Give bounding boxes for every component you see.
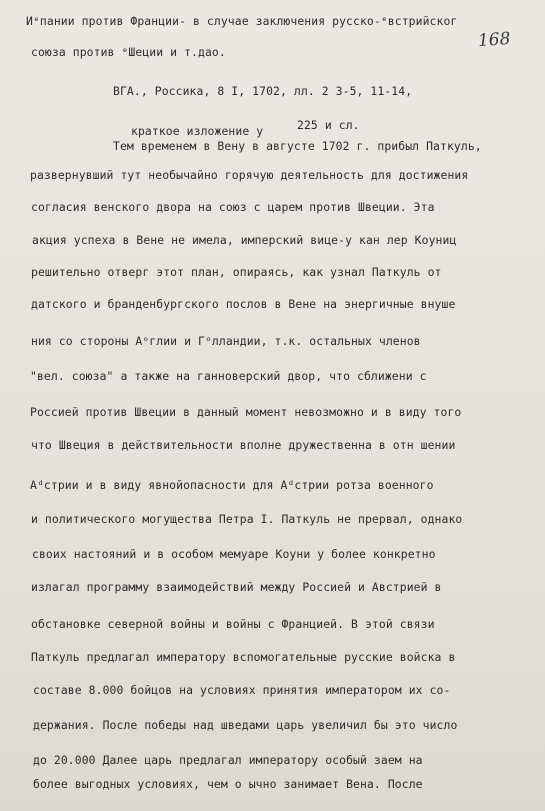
text-line: составе 8.000 бойцов на условиях принятия императором их со- [33, 683, 451, 697]
text-line: "вел. союза" а также на ганноверский двор, что сближени с [30, 369, 427, 383]
text-line: Тем временем в Вену в августе 1702 г. прибыл Паткуль, [113, 139, 482, 153]
reference-line: 225 и сл. [297, 118, 360, 132]
text-line: обстановке северной войны и войны с Францией. В этой связи [31, 617, 435, 631]
reference-line: ВГА., Россика, 8 I, 1702, лл. 2 3-5, 11-14, [113, 84, 413, 98]
text-line: и политического могущества Петра I. Паткуль не прервал, однако [31, 512, 463, 526]
text-line: ния со стороны Аᵒглии и Гᵒлландии, т.к. остальных членов [31, 334, 421, 348]
reference-line: краткое изложение у [131, 124, 264, 138]
text-line: до 20.000 Далее царь предлагал императору особый заем на [33, 753, 423, 767]
text-line: более выгодных условиях, чем о ычно занимает Вена. После [33, 777, 423, 791]
text-line: Иᵉпании против Франции- в случае заключения русско-ᵉвстрийског [26, 14, 458, 28]
text-line: Аᵈстрии и в виду явнойопасности для Аᵈстрии ротза военного [30, 478, 434, 492]
text-line: решительно отверг этот план, опираясь, как узнал Паткуль от [31, 265, 442, 279]
text-line: развернувший тут необычайно горячую деятельность для достижения [30, 168, 469, 182]
text-line: Россией против Швеции в данный момент невозможно и в виду того [30, 405, 462, 419]
text-line: своих настояний и в особом мемуаре Коуни у более конкретно [32, 547, 436, 561]
text-line: излагал программу взаимодействий между Россией и Австрией в [31, 580, 442, 594]
text-line: держания. После победы над шведами царь увеличил бы это число [33, 718, 458, 732]
text-line: союза против ᵉШеции и т.дао. [31, 45, 226, 59]
text-line: датского и бранденбургского послов в Вене на энергичные внуше [31, 297, 456, 311]
text-line: Паткуль предлагал императору вспомогательные русские войска в [31, 650, 456, 664]
handwritten-page-number: 168 [477, 28, 512, 52]
text-line: что Швеция в действительности вполне дружественна в отн шении [31, 438, 456, 452]
text-line: согласия венского двора на союз с царем против Швеции. Эта [31, 200, 435, 214]
text-line: акция успеха в Вене не имела, имперский вице-у кан лер Коуниц [32, 233, 457, 247]
